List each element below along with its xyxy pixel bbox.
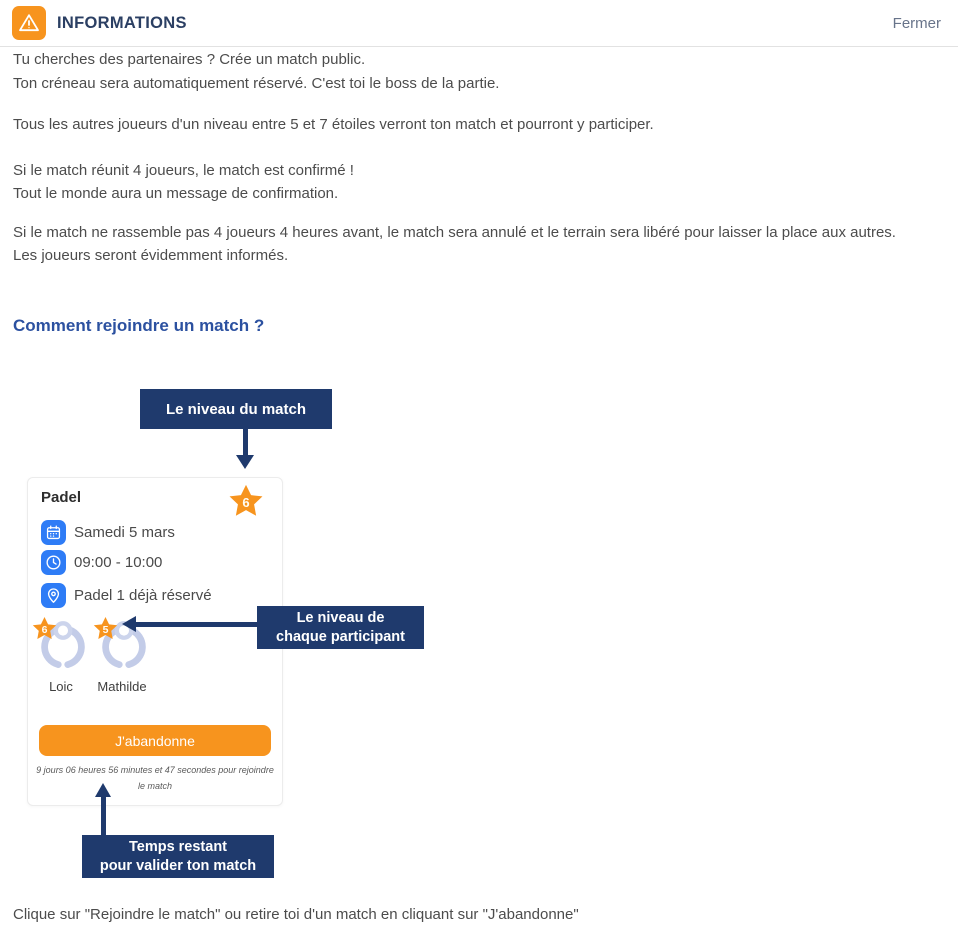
- participant-level-value: 6: [41, 623, 48, 636]
- callout-text: Temps restant: [128, 838, 228, 855]
- court-row: [41, 583, 212, 608]
- intro-line: Tout le monde aura un message de confirmation.: [13, 185, 339, 202]
- callout-time-left: [82, 835, 274, 878]
- intro-line: Ton créneau sera automatiquement réservé. C'est toi le boss de la partie.: [13, 75, 500, 92]
- time-row: [41, 550, 162, 575]
- court-label: Padel 1 déjà réservé: [74, 587, 212, 604]
- abandon-button[interactable]: J'abandonne: [39, 725, 271, 756]
- participant-name: Loic: [49, 679, 73, 694]
- intro-line: Tu cherches des partenaires ? Crée un match public.: [13, 51, 366, 68]
- intro-line: Tous les autres joueurs d'un niveau entre 5 et 7 étoiles verront ton match et pourront y participer.: [13, 116, 654, 133]
- intro-line: Si le match ne rassemble pas 4 joueurs 4 heures avant, le match sera annulé et le terrain sera libéré pour laisser la place aux autres.: [13, 224, 896, 241]
- callout-match-level: [140, 389, 332, 429]
- clock-icon: [41, 550, 66, 575]
- callout-participant-level: [257, 606, 424, 649]
- callout-text: Le niveau de: [296, 609, 385, 626]
- arrow-up-icon: [95, 783, 111, 797]
- date-row: [41, 520, 175, 545]
- arrow-down-line: [243, 429, 248, 457]
- intro-line: Si le match réunit 4 joueurs, le match est confirmé !: [13, 162, 354, 179]
- location-pin-icon: [41, 583, 66, 608]
- arrow-up-line: [101, 797, 106, 835]
- match-card: [27, 477, 283, 806]
- match-level-star-badge: [227, 482, 265, 520]
- callout-text: chaque participant: [276, 628, 405, 645]
- calendar-icon: [41, 520, 66, 545]
- date-label: Samedi 5 mars: [74, 524, 175, 541]
- sport-label: Padel: [41, 489, 82, 506]
- participant-level-value: 5: [102, 623, 109, 636]
- modal-header: [0, 0, 958, 47]
- close-button[interactable]: Fermer: [892, 14, 941, 32]
- callout-text: pour valider ton match: [99, 857, 257, 874]
- participant-name: Mathilde: [97, 679, 147, 694]
- match-level-value: 6: [242, 495, 250, 510]
- modal-title: INFORMATIONS: [57, 13, 187, 32]
- countdown-text: [28, 762, 282, 794]
- intro-line: Les joueurs seront évidemment informés.: [13, 247, 289, 264]
- participant-level-star-badge: [31, 615, 58, 642]
- countdown-line: le match: [137, 781, 172, 791]
- arrow-down-icon: [236, 455, 254, 469]
- time-label: 09:00 - 10:00: [74, 554, 163, 571]
- countdown-line: 9 jours 06 heures 56 minutes et 47 secondes pour rejoindre: [36, 765, 274, 775]
- arrow-left-line: [136, 622, 257, 627]
- arrow-left-icon: [122, 616, 136, 632]
- callout-text: Le niveau du match: [165, 400, 307, 418]
- footer-instruction: Clique sur "Rejoindre le match" ou retire toi d'un match en cliquant sur "J'abandonne": [13, 906, 579, 923]
- participant-level-star-badge: [92, 615, 119, 642]
- section-heading: Comment rejoindre un match ?: [13, 316, 265, 335]
- warning-icon: [12, 6, 46, 40]
